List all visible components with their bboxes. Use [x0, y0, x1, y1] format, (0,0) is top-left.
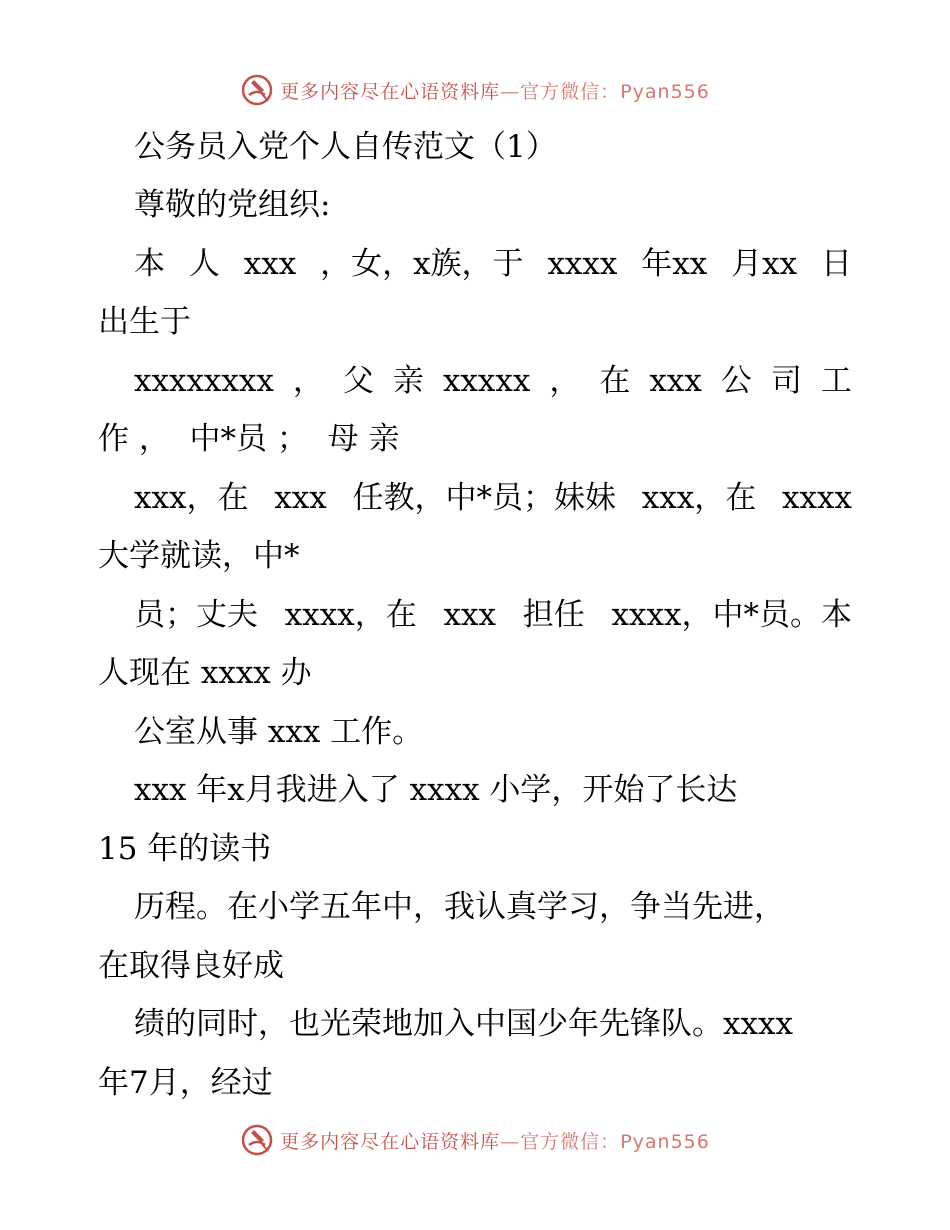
text-line: 历程。在小学五年中，我认真学习，争当先进， [134, 889, 785, 925]
watermark-text: 更多内容尽在心语资料库—官方微信：Pyan556 [280, 1130, 710, 1153]
watermark-banner-bottom [0, 1120, 950, 1160]
watermark-text: 更多内容尽在心语资料库—官方微信：Pyan556 [280, 80, 710, 103]
text-line: 作 ， 中*员 ； 母 亲 [98, 421, 400, 457]
text-line: 年7月，经过 [98, 1065, 273, 1101]
text-line: 15 年的读书 [98, 831, 272, 867]
text-line: 出生于 [98, 304, 191, 340]
text-line: 本 人 xxx ，女，x族，于 xxxx 年xx 月xx 日 [134, 246, 852, 282]
text-line: xxx，在 xxx 任教，中*员；妹妹 xxx，在 xxxx [134, 480, 852, 516]
watermark-banner-top [0, 70, 950, 110]
text-line: xxx 年x月我进入了 xxxx 小学，开始了长达 [134, 772, 738, 808]
text-line: 公室从事 xxx 工作。 [134, 714, 424, 750]
text-line: 员；丈夫 xxxx，在 xxx 担任 xxxx，中*员。本 [134, 597, 852, 633]
text-line: 大学就读，中* [98, 538, 300, 574]
text-line: 人现在 xxxx 办 [98, 655, 312, 691]
book-pen-icon [240, 73, 274, 107]
text-line: xxxxxxxx ， 父 亲 xxxxx ， 在 xxx 公 司 工 [134, 363, 852, 399]
salutation: 尊敬的党组织: [134, 187, 331, 223]
doc-title: 公务员入党个人自传范文（1） [134, 129, 557, 165]
text-line: 绩的同时，也光荣地加入中国少年先锋队。xxxx [134, 1006, 793, 1042]
book-pen-icon [240, 1123, 274, 1157]
text-line: 在取得良好成 [98, 948, 284, 984]
